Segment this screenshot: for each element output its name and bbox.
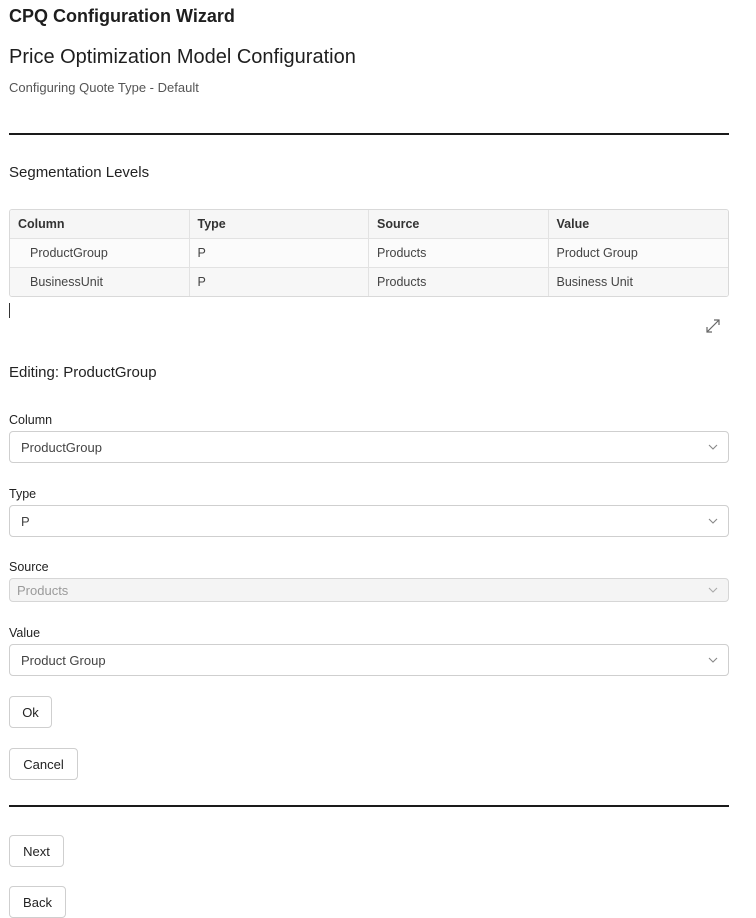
cell-source[interactable]: Products <box>369 239 549 267</box>
editor-title: Editing: ProductGroup <box>9 364 157 381</box>
cell-column[interactable]: ProductGroup <box>10 239 190 267</box>
column-select-value: ProductGroup <box>21 439 102 455</box>
column-label: Column <box>9 413 53 427</box>
cell-type[interactable]: P <box>190 268 370 296</box>
source-select <box>9 578 729 602</box>
type-select[interactable] <box>9 505 729 537</box>
type-label: Type <box>9 487 37 501</box>
cell-value[interactable]: Product Group <box>556 246 638 260</box>
cell-source[interactable]: Products <box>369 268 549 296</box>
column-select[interactable] <box>9 431 729 463</box>
cancel-button[interactable]: Cancel <box>9 748 78 780</box>
source-label: Source <box>9 560 49 574</box>
column-header-source[interactable]: Source <box>369 210 549 238</box>
table-row[interactable] <box>10 239 728 268</box>
type-select-value: P <box>21 513 30 529</box>
back-button[interactable]: Back <box>9 886 66 918</box>
ok-button[interactable]: Ok <box>9 696 52 728</box>
cell-column[interactable]: BusinessUnit <box>10 268 190 296</box>
column-header-type[interactable]: Type <box>190 210 370 238</box>
cell-value[interactable]: Business Unit <box>556 275 633 289</box>
segmentation-title: Segmentation Levels <box>9 164 150 181</box>
chevron-down-icon <box>708 518 718 524</box>
page-title: Price Optimization Model Configuration <box>9 46 356 68</box>
chevron-down-icon <box>708 657 718 663</box>
segmentation-table <box>9 209 729 297</box>
source-select-value: Products <box>17 582 69 598</box>
value-select[interactable] <box>9 644 729 676</box>
next-button[interactable]: Next <box>9 835 64 867</box>
text-caret <box>9 303 10 318</box>
top-divider <box>9 133 729 135</box>
value-select-value: Product Group <box>21 652 106 668</box>
page-subtitle: Configuring Quote Type - Default <box>9 80 199 95</box>
cell-type[interactable]: P <box>190 239 370 267</box>
expand-icon[interactable] <box>705 318 721 334</box>
bottom-divider <box>9 805 729 807</box>
app-title: CPQ Configuration Wizard <box>9 6 235 26</box>
chevron-down-icon <box>708 587 718 593</box>
table-row[interactable] <box>10 268 728 296</box>
column-header-value[interactable]: Value <box>556 217 590 231</box>
chevron-down-icon <box>708 444 718 450</box>
column-header-column[interactable]: Column <box>10 210 190 238</box>
table-header <box>10 210 728 239</box>
value-label: Value <box>9 626 41 640</box>
